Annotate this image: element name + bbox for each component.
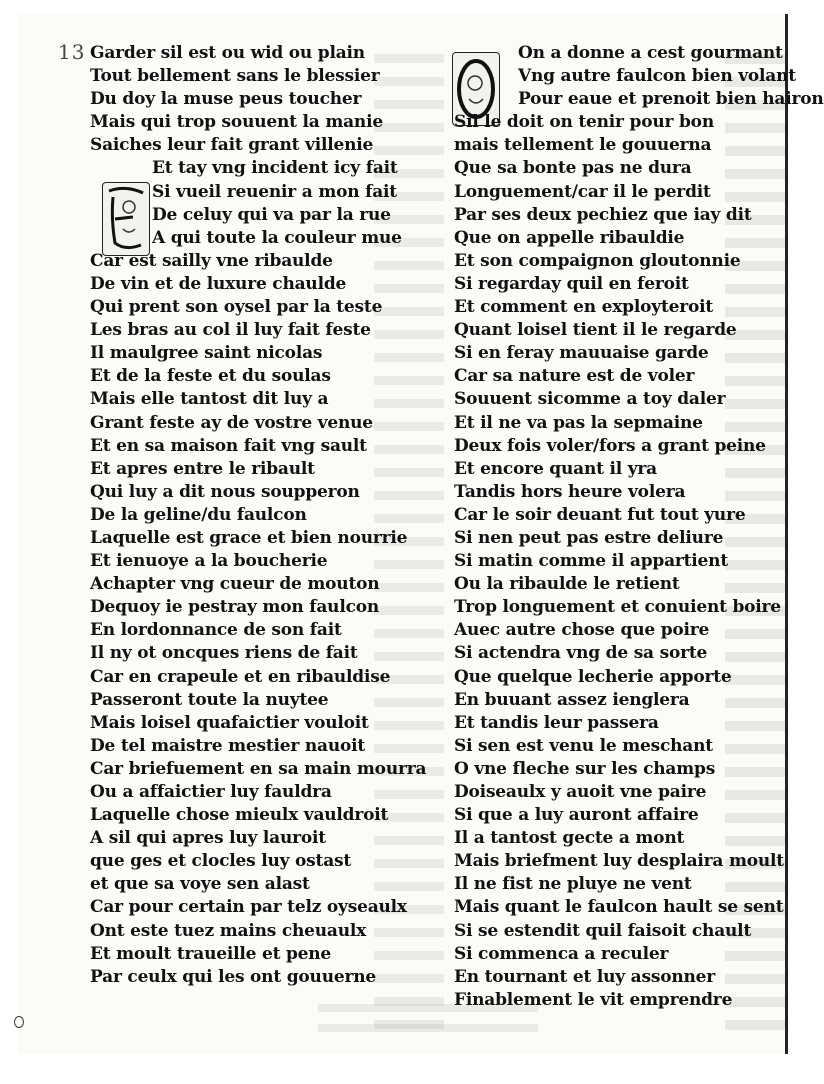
text-line: Longuement/car il le perdit [454,181,711,202]
text-line: Si regarday quil en feroit [454,273,689,294]
text-line: De vin et de luxure chaulde [90,273,347,294]
text-line: Et en sa maison fait vng sault [90,435,367,456]
text-line: En lordonnance de son fait [90,620,342,641]
text-line: Si sen est venu le meschant [454,735,713,756]
text-line: Mais qui trop souuent la manie [90,112,383,133]
text-line: Achapter vng cueur de mouton [90,574,380,595]
text-line: Si vueil reuenir a mon fait [152,181,397,202]
text-line: Saiches leur fait grant villenie [90,135,374,156]
text-line: Mais quant le faulcon hault se sent [454,897,784,918]
text-line: Car en crapeule et en ribauldise [90,666,391,687]
text-line: Il maulgree saint nicolas [90,343,323,364]
text-line: En buuant assez ienglera [454,689,690,710]
text-line: Et ienuoye a la boucherie [90,551,328,572]
text-line: Vng autre faulcon bien volant [518,66,796,87]
text-line: Sil le doit on tenir pour bon [454,112,714,133]
text-line: Et il ne va pas la sepmaine [454,412,703,433]
text-line: Et son compaignon gloutonnie [454,250,741,271]
text-line: Dequoy ie pestray mon faulcon [90,597,380,618]
text-line: Ou la ribaulde le retient [454,574,680,595]
text-line: Pour eaue et prenoit bien hairon [518,89,824,110]
text-line: Il ne fist ne pluye ne vent [454,874,692,895]
text-line: De la geline/du faulcon [90,504,307,525]
text-line: Par ceulx qui les ont gouuerne [90,966,377,987]
text-line: Que quelque lecherie apporte [454,666,732,687]
text-line: A qui toute la couleur mue [152,227,402,248]
text-line: Car le soir deuant fut tout yure [454,504,746,525]
text-line: Car pour certain par telz oyseaulx [90,897,407,918]
text-line: Qui luy a dit nous soupperon [90,481,360,502]
text-line: De tel maistre mestier nauoit [90,735,366,756]
text-line: Si se estendit quil faisoit chault [454,920,752,941]
text-line: Deux fois voler/fors a grant peine [454,435,766,456]
text-line: Car briefuement en sa main mourra [90,758,427,779]
text-line: Passeront toute la nuytee [90,689,329,710]
text-line: Si matin comme il appartient [454,551,728,572]
text-line: Ont este tuez mains cheuaulx [90,920,367,941]
text-line: Du doy la muse peus toucher [90,89,362,110]
text-line: Que on appelle ribauldie [454,227,685,248]
book-page [18,14,824,1054]
text-line: Et moult traueille et pene [90,943,332,964]
text-line: On a donne a cest gourmant [518,43,783,63]
text-line: Mais briefment luy desplaira moult [454,851,784,872]
text-line: Si commenca a reculer [454,943,669,964]
text-line: Si que a luy auront affaire [454,805,699,826]
text-line: Doiseaulx y auoit vne paire [454,782,707,802]
text-line: mais tellement le gouuerna [454,135,712,156]
text-line: Il ny ot oncques riens de fait [90,643,358,664]
text-line: Qui prent son oysel par la teste [90,297,383,318]
text-line: Car est sailly vne ribaulde [90,250,333,271]
text-line: De celuy qui va par la rue [152,204,391,225]
text-line: Ou a affaictier luy fauldra [90,782,332,802]
page-number: 13 [58,40,86,64]
text-line: Tout bellement sans le blessier [90,66,380,87]
text-line: O vne fleche sur les champs [454,758,716,779]
text-line: Que sa bonte pas ne dura [454,158,692,179]
text-line: Finablement le vit emprendre [454,989,733,1010]
text-line: Les bras au col il luy fait feste [90,320,371,341]
right-text-column [454,42,824,1012]
text-line: Et apres entre le ribault [90,458,315,479]
text-line: Auec autre chose que poire [454,620,710,641]
text-line: Et de la feste et du soulas [90,366,331,387]
text-line: En tournant et luy assonner [454,966,716,987]
text-line: Quant loisel tient il le regarde [454,320,737,341]
binding-hole [14,1016,24,1028]
text-line: Grant feste ay de vostre venue [90,412,373,433]
text-line: Souuent sicomme a toy daler [454,389,726,410]
text-line: Si en feray mauuaise garde [454,343,709,364]
text-line: Et tay vng incident icy fait [152,158,398,179]
text-line: Mais elle tantost dit luy a [90,389,329,410]
text-line: Et tandis leur passera [454,712,659,733]
text-line: A sil qui apres luy lauroit [90,828,326,849]
text-line: Si actendra vng de sa sorte [454,643,708,664]
text-line: que ges et clocles luy ostast [90,851,352,872]
text-line: Il a tantost gecte a mont [454,828,685,849]
text-line: Et encore quant il yra [454,458,657,479]
text-line: Tandis hors heure volera [454,481,686,502]
text-line: Si nen peut pas estre deliure [454,527,724,548]
text-line: Laquelle est grace et bien nourrie [90,527,408,548]
text-line: Mais loisel quafaictier vouloit [90,712,369,733]
text-line: Trop longuement et conuient boire [454,597,781,618]
text-line: Car sa nature est de voler [454,366,695,387]
left-text-column [90,42,427,989]
text-line: Et comment en exployteroit [454,297,714,318]
text-line: Garder sil est ou wid ou plain [90,43,365,63]
text-line: et que sa voye sen alast [90,874,310,895]
text-line: Laquelle chose mieulx vauldroit [90,805,389,826]
text-line: Par ses deux pechiez que iay dit [454,204,752,225]
